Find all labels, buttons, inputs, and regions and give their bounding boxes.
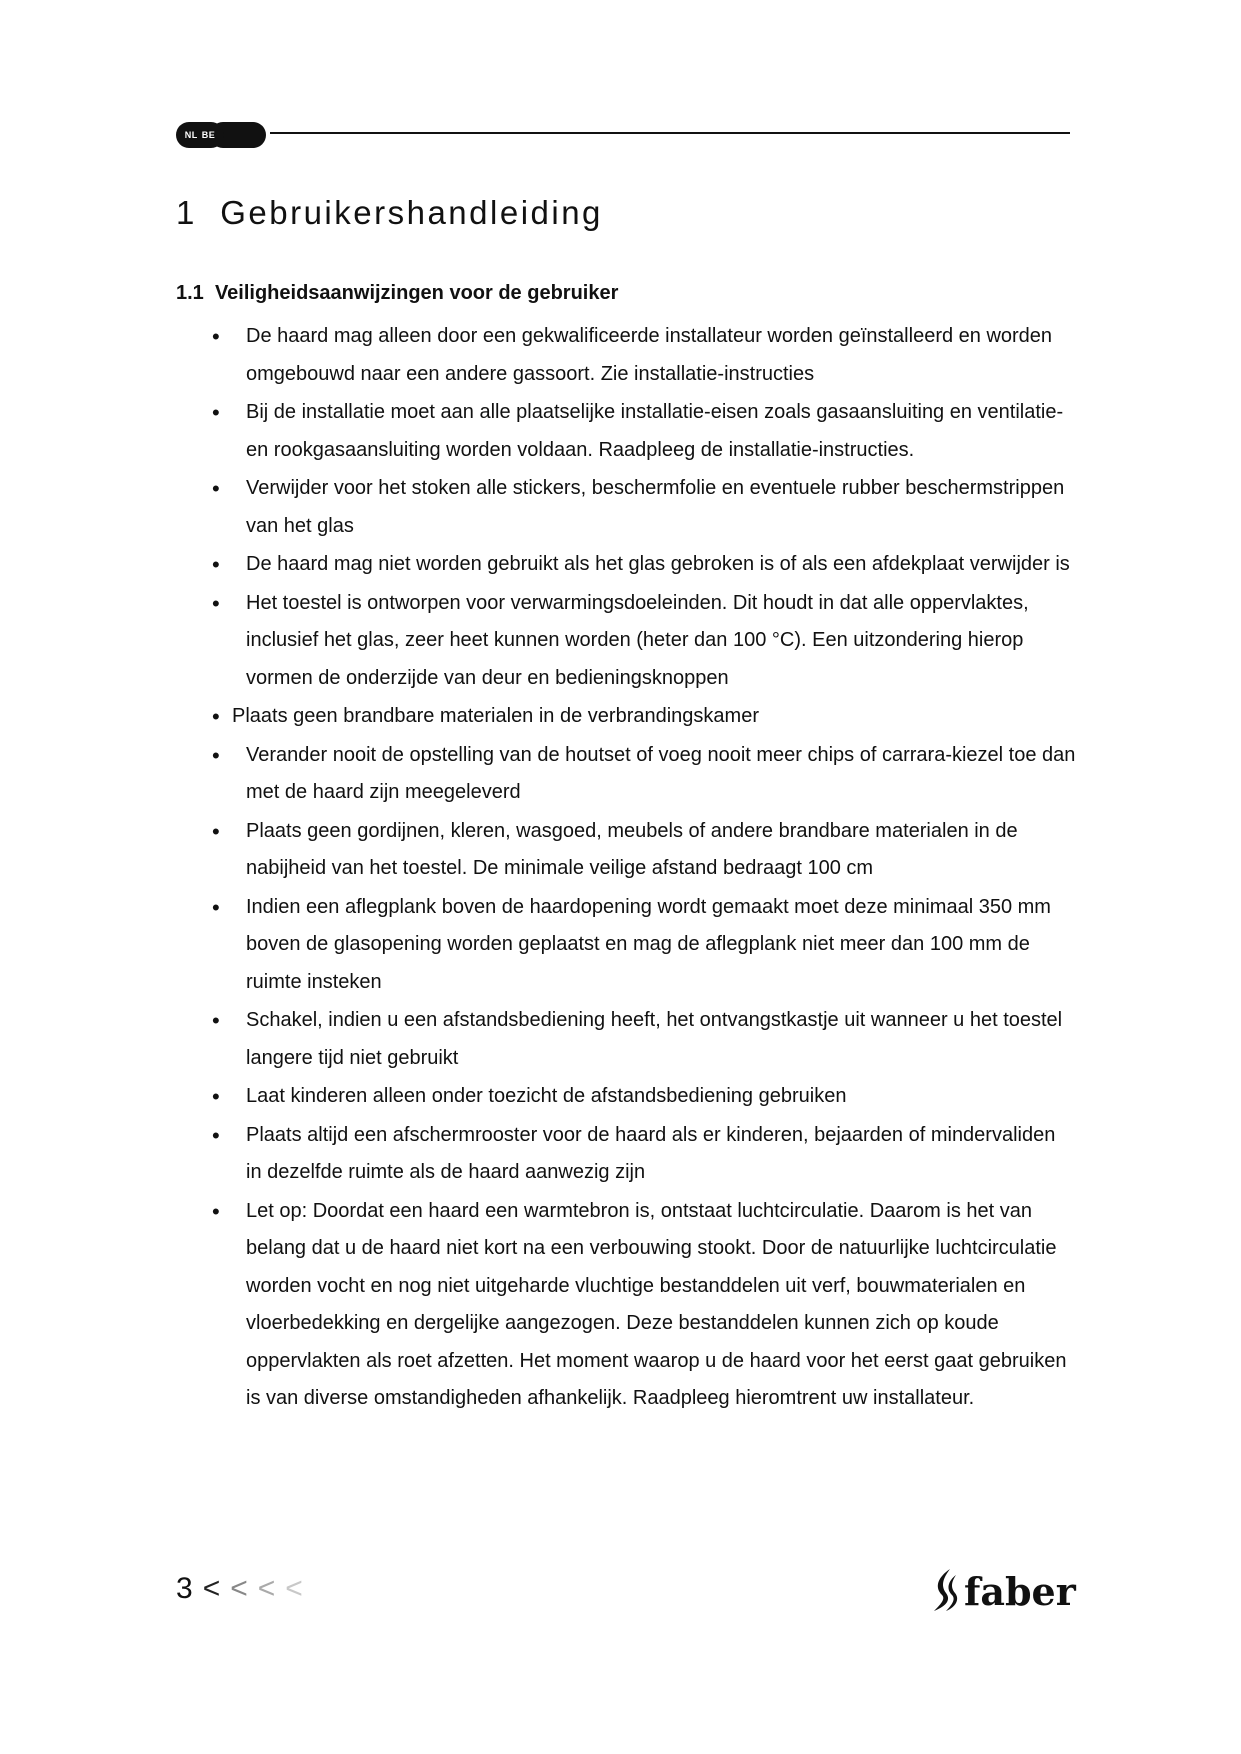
list-item: • Verwijder voor het stoken alle stickers, beschermfolie en eventuele rubber beschermstrippen van het glas	[176, 470, 1076, 545]
list-item: • Plaats geen brandbare materialen in de verbrandingskamer	[176, 698, 1076, 736]
chapter-title	[176, 194, 603, 232]
chapter-title-text: Gebruikershandleiding	[220, 194, 603, 231]
list-item: • Indien een aflegplank boven de haardopening wordt gemaakt moet deze minimaal 350 mm boven de glasopening worden geplaatst en mag de aflegplank niet meer dan 100 mm de ruimte insteken	[176, 889, 1076, 1002]
page-number: 3	[176, 1572, 193, 1605]
safety-instructions-list	[176, 318, 1076, 1419]
list-item: • Het toestel is ontworpen voor verwarmingsdoeleinden. Dit houdt in dat alle oppervlaktes, inclusief het glas, zeer heet kunnen worden (heter dan 100 °C). Een uitzondering hierop vormen de onderzijde van deur en bedieningsknoppen	[176, 585, 1076, 698]
chevron-left-icon: <	[285, 1572, 303, 1605]
section-title-text: Veiligheidsaanwijzingen voor de gebruiker	[214, 282, 619, 304]
language-code-be: BE	[201, 130, 216, 140]
chapter-number: 1	[176, 194, 197, 231]
list-item: • Schakel, indien u een afstandsbediening heeft, het ontvangstkastje uit wanneer u het toestel langere tijd niet gebruikt	[176, 1002, 1076, 1077]
list-item: • De haard mag alleen door een gekwalificeerde installateur worden geïnstalleerd en worden omgebouwd naar een andere gassoort. Zie installatie-instructies	[176, 318, 1076, 393]
chevron-left-icon: <	[202, 1572, 221, 1605]
list-item: • Bij de installatie moet aan alle plaatselijke installatie-eisen zoals gasaansluiting en ventilatie- en rookgasaansluiting worden voldaan. Raadpleeg de installatie-instructies.	[176, 394, 1076, 469]
list-item: • Plaats geen gordijnen, kleren, wasgoed, meubels of andere brandbare materialen in de nabijheid van het toestel. De minimale veilige afstand bedraagt 100 cm	[176, 813, 1076, 888]
section-title	[176, 282, 618, 305]
flame-icon	[930, 1567, 960, 1615]
language-badge	[176, 122, 266, 148]
language-code-nl: NL	[184, 130, 198, 140]
list-item: • Verander nooit de opstelling van de houtset of voeg nooit meer chips of carrara-kiezel toe dan met de haard zijn meegeleverd	[176, 737, 1076, 812]
chevron-left-icon: <	[257, 1572, 276, 1605]
brand-logo	[930, 1566, 1076, 1616]
brand-name: faber	[964, 1568, 1076, 1614]
list-item: • De haard mag niet worden gebruikt als het glas gebroken is of als een afdekplaat verwijder is	[176, 546, 1076, 584]
list-item: • Laat kinderen alleen onder toezicht de afstandsbediening gebruiken	[176, 1078, 1076, 1116]
list-item: • Let op: Doordat een haard een warmtebron is, ontstaat luchtcirculatie. Daarom is het van belang dat u de haard niet kort na een verbouwing stookt. Door de natuurlijke luchtcirculatie worden vocht en nog niet uitgeharde vluchtige bestanddelen uit verf, bouwmaterialen en vloerbedekking en dergelijke aangezogen. Deze bestanddelen kunnen zich op koude oppervlakten als roet afzetten. Het moment waarop u de haard voor het eerst gaat gebruiken is van diverse omstandigheden afhankelijk. Raadpleeg hieromtrent uw installateur.	[176, 1193, 1076, 1418]
language-badge-left	[176, 122, 224, 148]
page-footer	[176, 1572, 303, 1606]
section-number: 1.1	[176, 282, 204, 304]
header-rule	[270, 132, 1070, 134]
chevron-left-icon: <	[230, 1572, 248, 1605]
list-item: • Plaats altijd een afschermrooster voor de haard als er kinderen, bejaarden of mindervaliden in dezelfde ruimte als de haard aanwezig zijn	[176, 1117, 1076, 1192]
